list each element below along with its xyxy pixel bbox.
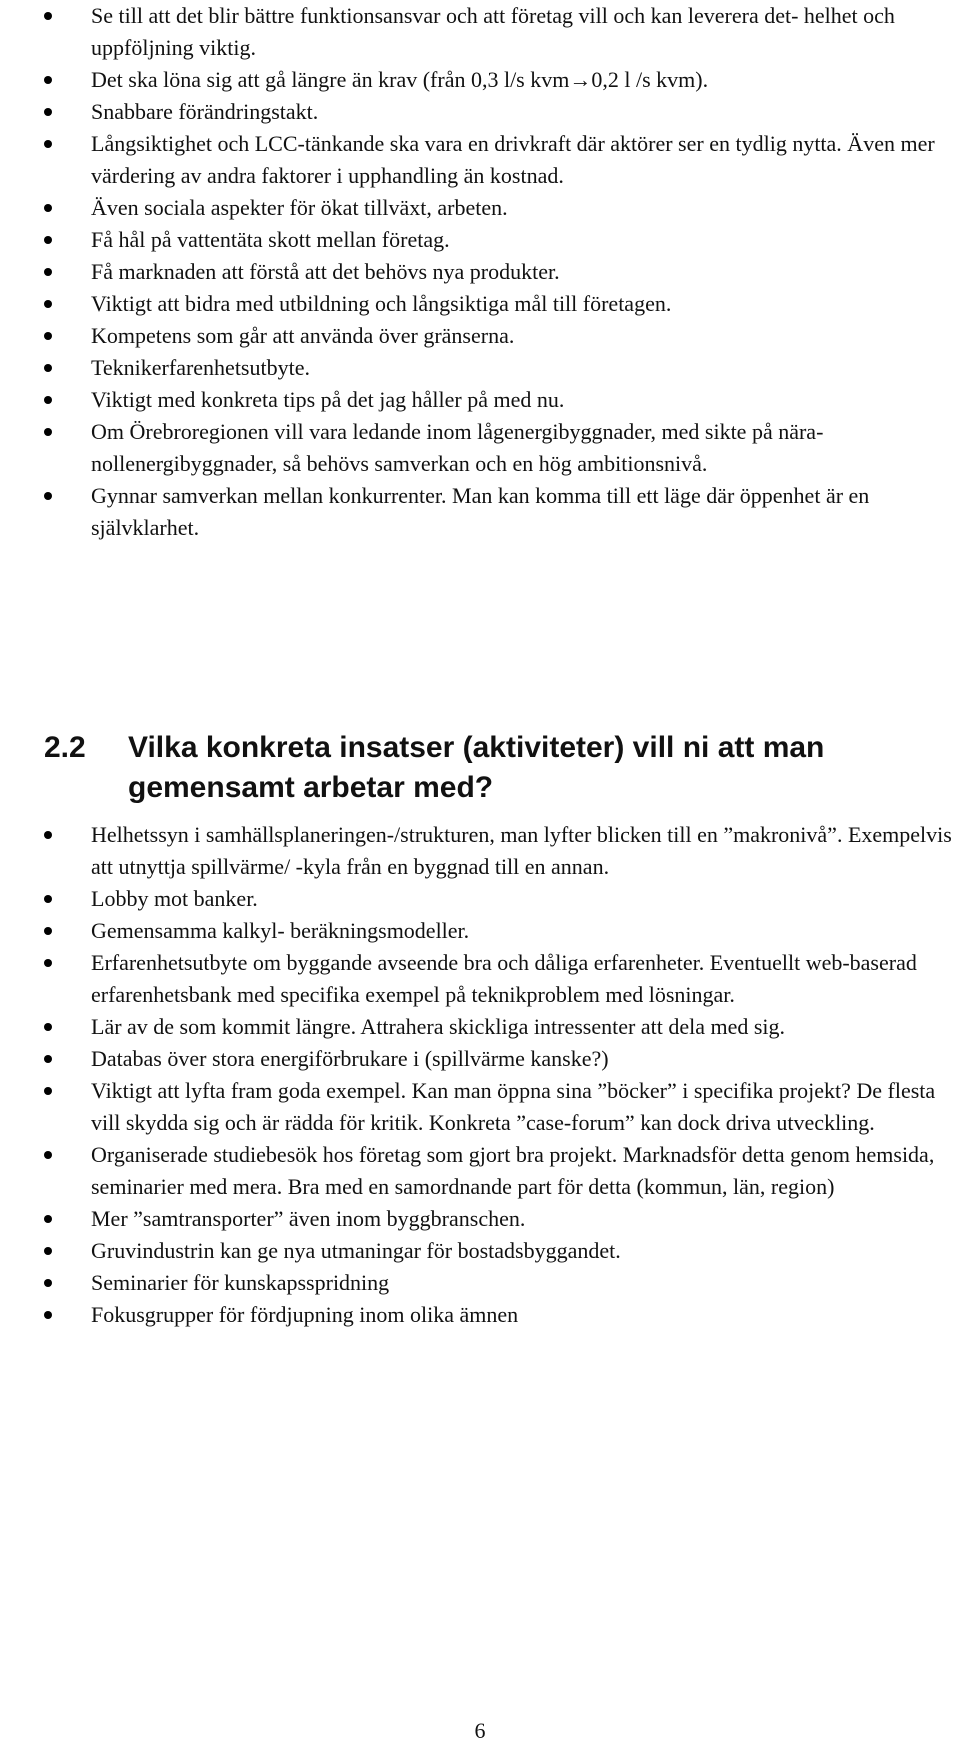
bullet-icon [44,364,52,372]
bullet-icon [44,927,52,935]
list-item-text: Fokusgrupper för fördjupning inom olika ämnen [91,1302,519,1327]
list-item-text: Gemensamma kalkyl- beräkningsmodeller. [91,918,470,943]
list-item-text: Långsiktighet och LCC-tänkande ska vara en drivkraft där aktörer ser en tydlig nytta. Även mer värdering av andra faktorer i upphandling än kostnad. [91,131,935,188]
list-item [0,384,955,416]
bullet-icon [44,428,52,436]
bullet-icon [44,300,52,308]
list-item [0,256,955,288]
list-item [0,480,955,544]
list-item [0,883,955,915]
bullet-icon [44,1087,52,1095]
list-item-text: Om Örebroregionen vill vara ledande inom lågenergibyggnader, med sikte på nära-nollenergibyggnader, så behövs samverkan och en hög ambitionsnivå. [91,419,824,476]
bullet-icon [44,1023,52,1031]
list-item [0,96,955,128]
bullet-icon [44,1279,52,1287]
list-item [0,1043,955,1075]
list-item [0,915,955,947]
list-item [0,224,955,256]
list-item [0,1139,955,1203]
list-item [0,1235,955,1267]
list-item [0,288,955,320]
section-heading [0,728,960,808]
bullet-icon [44,1311,52,1319]
list-item-text: Databas över stora energiförbrukare i (spillvärme kanske?) [91,1046,609,1071]
bullet-icon [44,76,52,84]
list-item [0,1299,955,1331]
section-number: 2.2 [44,731,86,764]
list-item-text: Viktigt att lyfta fram goda exempel. Kan man öppna sina ”böcker” i specifika projekt? De flesta vill skydda sig och är rädda för kritik. Konkreta ”case-forum” kan dock driva utveckling. [91,1078,936,1135]
list-item-text: Seminarier för kunskapsspridning [91,1270,390,1295]
list-item [0,1011,955,1043]
list-item-text: Få marknaden att förstå att det behövs nya produkter. [91,259,560,284]
list-item [0,947,955,1011]
bullet-icon [44,895,52,903]
list-item-text: Även sociala aspekter för ökat tillväxt, arbeten. [91,195,508,220]
list-item-text: Mer ”samtransporter” även inom byggbranschen. [91,1206,526,1231]
bullet-icon [44,1215,52,1223]
bullet-icon [44,236,52,244]
list-item [0,192,955,224]
list-item-text: Få hål på vattentäta skott mellan företag. [91,227,450,252]
list-item [0,0,955,64]
list-item-text: Kompetens som går att använda över gränserna. [91,323,515,348]
bullet-icon [44,492,52,500]
list-item [0,64,955,96]
list-item-text: Gynnar samverkan mellan konkurrenter. Man kan komma till ett läge där öppenhet är en självklarhet. [91,483,870,540]
bullet-icon [44,959,52,967]
list-item [0,1203,955,1235]
bullet-icon [44,268,52,276]
list-item-text: Viktigt att bidra med utbildning och långsiktiga mål till företagen. [91,291,672,316]
bullet-icon [44,204,52,212]
bullet-icon [44,12,52,20]
list-item-text: Lär av de som kommit längre. Attrahera skickliga intressenter att dela med sig. [91,1014,786,1039]
list-item [0,1267,955,1299]
bullet-icon [44,140,52,148]
list-item [0,352,955,384]
section-title: Vilka konkreta insatser (aktiviteter) vill ni att man gemensamt arbetar med? [128,731,825,804]
bullet-icon [44,108,52,116]
list-item-text: Det ska löna sig att gå längre än krav (från 0,3 l/s kvm→0,2 l /s kvm). [91,67,709,92]
list-item-text: Organiserade studiebesök hos företag som gjort bra projekt. Marknadsför detta genom hemsida, seminarier med mera. Bra med en samordnande part för detta (kommun, län, region) [91,1142,935,1199]
list-item [0,819,955,883]
bullet-icon [44,1151,52,1159]
list-item-text: Erfarenhetsutbyte om byggande avseende bra och dåliga erfarenheter. Eventuellt web-baserad erfarenhetsbank med specifika exempel på teknikproblem med lösningar. [91,950,917,1007]
bullet-icon [44,396,52,404]
list-item-text: Viktigt med konkreta tips på det jag håller på med nu. [91,387,565,412]
bullet-icon [44,831,52,839]
list-item-text: Gruvindustrin kan ge nya utmaningar för bostadsbyggandet. [91,1238,621,1263]
bullet-list-opinions [0,0,955,544]
list-item-text: Lobby mot banker. [91,886,258,911]
bullet-list-activities [0,819,955,1331]
list-item [0,320,955,352]
list-item [0,416,955,480]
list-item-text: Teknikerfarenhetsutbyte. [91,355,310,380]
list-item [0,1075,955,1139]
bullet-icon [44,1055,52,1063]
bullet-icon [44,332,52,340]
list-item-text: Snabbare förändringstakt. [91,99,319,124]
list-item-text: Se till att det blir bättre funktionsansvar och att företag vill och kan leverera det- helhet och uppföljning viktig. [91,3,895,60]
list-item [0,128,955,192]
page-number: 6 [474,1718,486,1743]
bullet-icon [44,1247,52,1255]
list-item-text: Helhetssyn i samhällsplaneringen-/strukturen, man lyfter blicken till en ”makronivå”. Exempelvis att utnyttja spillvärme/ -kyla från en byggnad till en annan. [91,822,952,879]
